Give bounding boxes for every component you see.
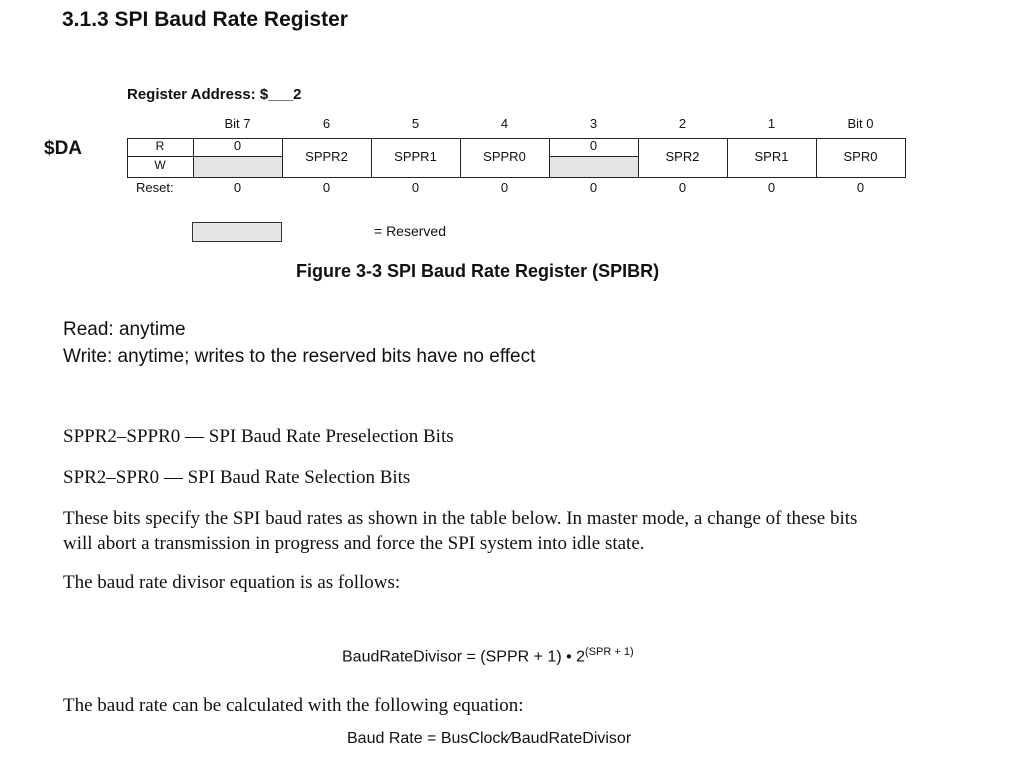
bit-header-2: 2 bbox=[678, 116, 687, 131]
reserved-legend-swatch bbox=[192, 222, 282, 242]
reset-bit6: 0 bbox=[322, 180, 331, 195]
divisor-equation bbox=[342, 646, 634, 666]
divisor-equation-base: BaudRateDivisor = (SPPR + 1) • 2 bbox=[342, 648, 586, 666]
reset-bit2: 0 bbox=[678, 180, 687, 195]
bit3-read-value: 0 bbox=[589, 138, 598, 153]
write-row-label: W bbox=[154, 158, 166, 172]
reset-bit7: 0 bbox=[233, 180, 242, 195]
spr-description: SPR2–SPR0 — SPI Baud Rate Selection Bits bbox=[63, 467, 411, 488]
figure-caption: Figure 3-3 SPI Baud Rate Register (SPIBR) bbox=[296, 261, 660, 281]
bit-header-1: 1 bbox=[767, 116, 776, 131]
field-spr2: SPR2 bbox=[665, 149, 700, 164]
reset-row-label: Reset: bbox=[136, 180, 174, 195]
bit-header-7: Bit 7 bbox=[224, 116, 251, 131]
section-title: 3.1.3 SPI Baud Rate Register bbox=[62, 8, 348, 31]
address-tag: $DA bbox=[44, 138, 83, 159]
write-access: Write: anytime; writes to the reserved bits have no effect bbox=[63, 346, 536, 367]
baud-rate-equation: Baud Rate = BusClock∕BaudRateDivisor bbox=[347, 730, 632, 747]
divisor-intro: The baud rate divisor equation is as follows: bbox=[63, 572, 401, 593]
reset-bit4: 0 bbox=[500, 180, 509, 195]
read-access: Read: anytime bbox=[63, 319, 186, 340]
baud-description-line1: These bits specify the SPI baud rates as shown in the table below. In master mode, a change of these bits bbox=[63, 508, 858, 529]
reset-bit0: 0 bbox=[856, 180, 865, 195]
baud-rate-intro: The baud rate can be calculated with the following equation: bbox=[63, 695, 524, 716]
field-spr1: SPR1 bbox=[754, 149, 789, 164]
sppr-description: SPPR2–SPPR0 — SPI Baud Rate Preselection Bits bbox=[63, 426, 454, 447]
reset-bit1: 0 bbox=[767, 180, 776, 195]
field-sppr0: SPPR0 bbox=[483, 149, 526, 164]
read-row-label: R bbox=[155, 139, 165, 153]
bit-header-6: 6 bbox=[322, 116, 331, 131]
bit-header-0: Bit 0 bbox=[847, 116, 874, 131]
divisor-equation-exponent: (SPR + 1) bbox=[585, 646, 634, 658]
reserved-legend-text: = Reserved bbox=[374, 223, 446, 239]
reset-bit3: 0 bbox=[589, 180, 598, 195]
bit-header-5: 5 bbox=[411, 116, 420, 131]
baud-description-line2: will abort a transmission in progress and force the SPI system into idle state. bbox=[63, 533, 645, 554]
bit7-read-value: 0 bbox=[233, 138, 242, 153]
bit-header-4: 4 bbox=[500, 116, 509, 131]
reset-bit5: 0 bbox=[411, 180, 420, 195]
register-address: Register Address: $___2 bbox=[127, 86, 302, 103]
bit-header-3: 3 bbox=[589, 116, 598, 131]
field-sppr1: SPPR1 bbox=[394, 149, 437, 164]
field-spr0: SPR0 bbox=[843, 149, 878, 164]
field-sppr2: SPPR2 bbox=[305, 149, 348, 164]
